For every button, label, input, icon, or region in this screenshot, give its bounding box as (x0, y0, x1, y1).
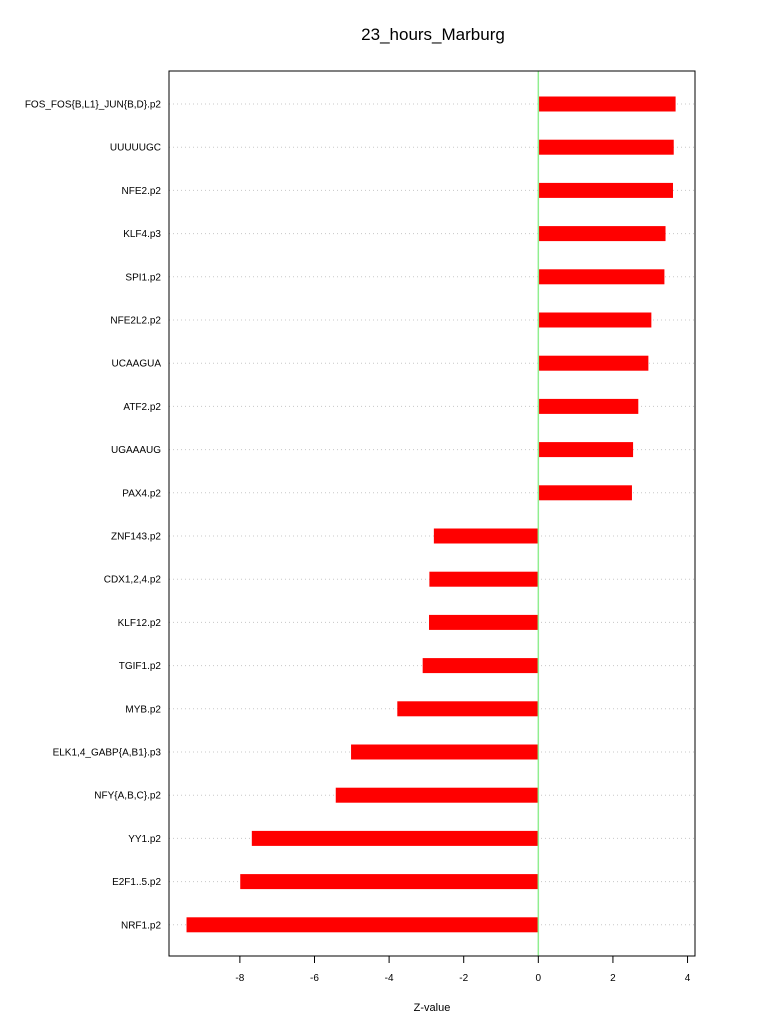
x-tick-label: -2 (459, 973, 469, 984)
bar-15 (351, 745, 538, 760)
bar-13 (423, 658, 539, 673)
category-label: SPI1.p2 (125, 272, 161, 284)
category-label: UCAAGUA (111, 358, 161, 370)
category-label: FOS_FOS{B,L1}_JUN{B,D}.p2 (24, 99, 161, 111)
category-label: ATF2.p2 (123, 401, 161, 413)
bar-1 (538, 140, 673, 155)
category-label: CDX1,2,4.p2 (103, 574, 161, 586)
category-label: NRF1.p2 (120, 920, 161, 932)
x-tick-label: 2 (610, 973, 616, 984)
bar-2 (538, 183, 673, 198)
bar-17 (252, 831, 539, 846)
category-label: ZNF143.p2 (110, 531, 161, 543)
bar-5 (538, 313, 651, 328)
category-label: PAX4.p2 (122, 488, 161, 500)
x-tick-label: 0 (535, 973, 542, 984)
bar-12 (429, 615, 538, 630)
x-tick-label: 4 (684, 973, 691, 984)
bar-19 (187, 917, 539, 932)
bar-7 (538, 399, 638, 414)
chart-title: 23_hours_Marburg (361, 25, 505, 44)
category-label: ELK1,4_GABP{A,B1}.p3 (52, 747, 161, 759)
category-label: KLF12.p2 (117, 617, 161, 629)
category-label: E2F1..5.p2 (112, 877, 161, 889)
bar-6 (538, 356, 648, 371)
plot-frame (169, 71, 695, 956)
category-label: NFE2L2.p2 (110, 315, 161, 327)
bar-0 (538, 97, 675, 112)
bar-11 (429, 572, 538, 587)
x-tick-label: -4 (384, 973, 394, 984)
bar-8 (538, 442, 633, 457)
category-label: TGIF1.p2 (118, 661, 161, 673)
category-labels (25, 100, 162, 932)
bar-10 (434, 529, 538, 544)
category-label: KLF4.p3 (123, 229, 161, 241)
bar-3 (538, 226, 665, 241)
bar-16 (336, 788, 539, 803)
category-label: UUUUUGC (109, 142, 161, 154)
bars (187, 97, 676, 933)
bar-14 (397, 701, 538, 716)
x-tick-label: -6 (310, 973, 319, 984)
category-label: NFE2.p2 (121, 185, 161, 197)
category-label: MYB.p2 (125, 704, 161, 716)
x-axis-label: Z-value (413, 1002, 451, 1014)
category-label: UGAAAUG (110, 445, 161, 457)
bar-4 (538, 269, 664, 284)
bar-9 (538, 485, 632, 500)
category-label: YY1.p2 (128, 833, 161, 845)
category-label: NFY{A,B,C}.p2 (94, 790, 161, 802)
x-tick-label: -8 (235, 973, 245, 984)
x-axis (235, 956, 690, 984)
bar-18 (240, 874, 538, 889)
